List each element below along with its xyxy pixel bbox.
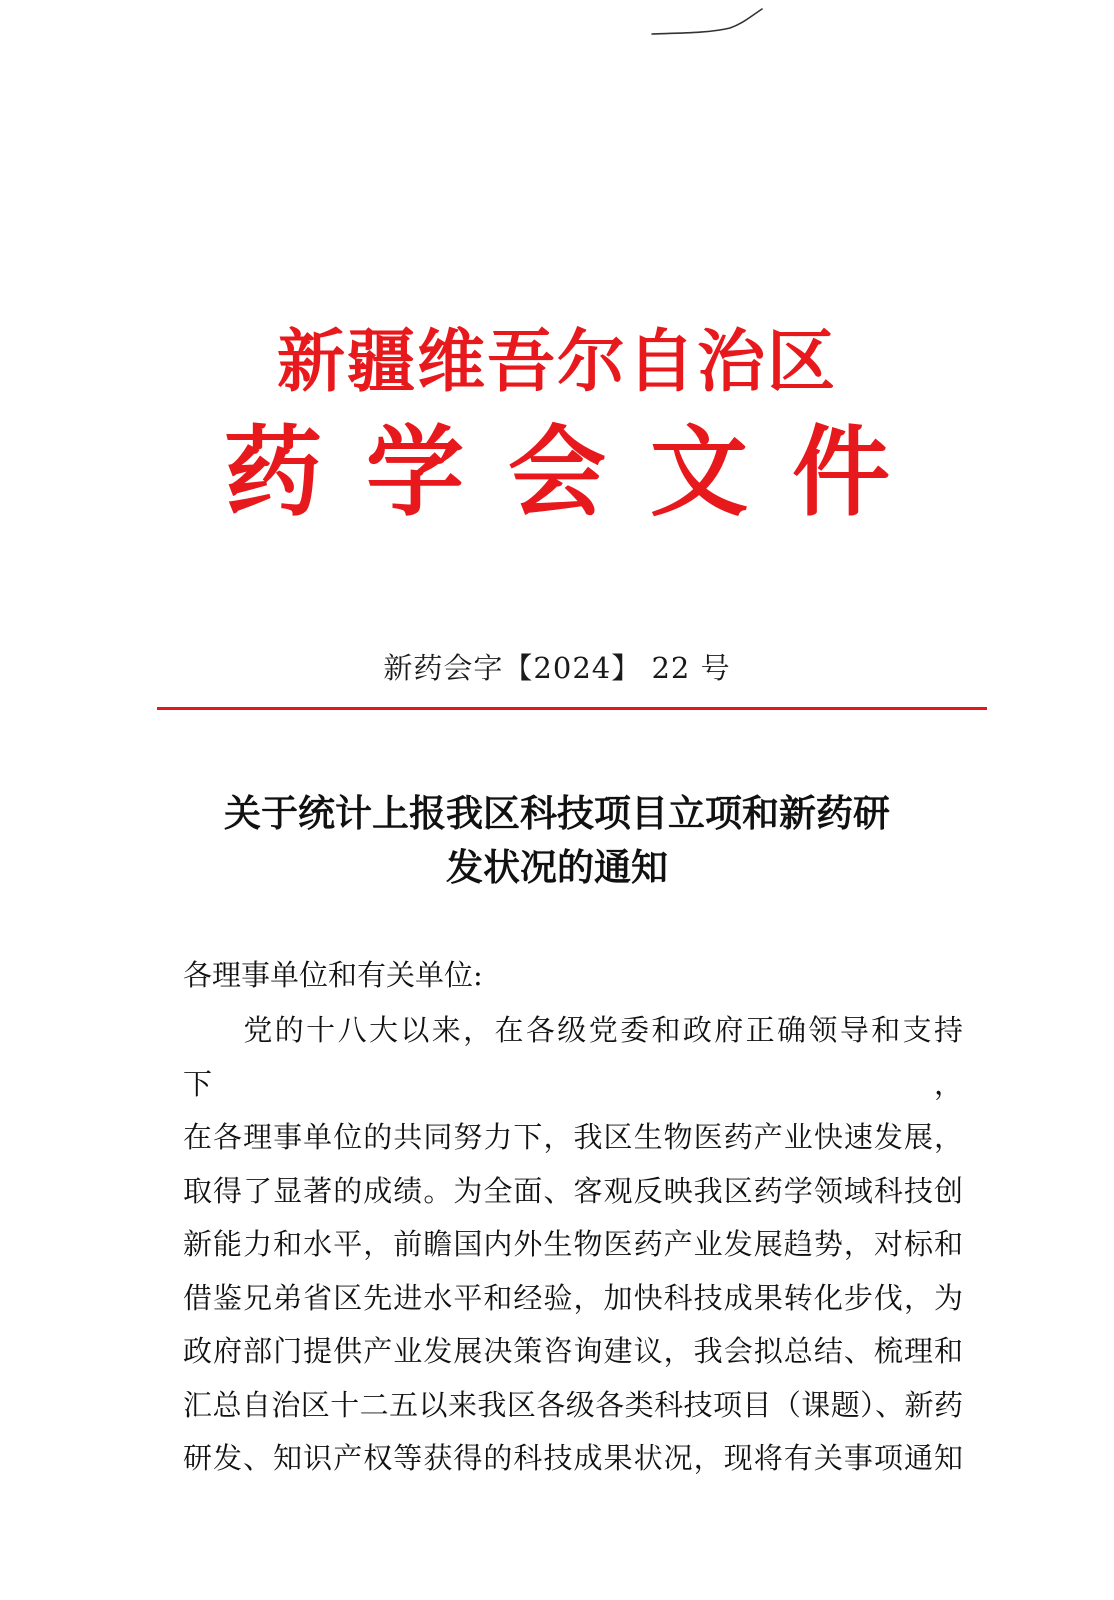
body-line: 政府部门提供产业发展决策咨询建议，我会拟总结、梳理和 (183, 1334, 963, 1368)
pen-scribble-mark (650, 0, 770, 45)
body-line: 汇总自治区十二五以来我区各级各类科技项目（课题）、新药 (183, 1387, 963, 1422)
body-line: 在各理事单位的共同努力下，我区生物医药产业快速发展， (183, 1120, 963, 1154)
notice-title (0, 786, 1114, 894)
body-line: 新能力和水平，前瞻国内外生物医药产业发展趋势，对标和 (183, 1227, 963, 1261)
issuing-organization: 新疆维吾尔自治区 (276, 322, 837, 402)
notice-title-line: 关于统计上报我区科技项目立项和新药研 (224, 791, 890, 835)
document-number: 新药会字【2024】 22 号 (383, 651, 731, 685)
body-line: 借鉴兄弟省区先进水平和经验，加快科技成果转化步伐，为 (183, 1280, 963, 1315)
body-line: 取得了显著的成绩。为全面、客观反映我区药学领域科技创 (183, 1173, 963, 1208)
body-paragraph (183, 1004, 963, 1486)
body-line: 研发、知识产权等获得的科技成果状况，现将有关事项通知 (183, 1441, 963, 1475)
red-divider-line (157, 707, 987, 710)
document-type-heading: 药学会文件 (223, 415, 934, 530)
salutation: 各理事单位和有关单位: (183, 958, 483, 992)
notice-title-line: 发状况的通知 (446, 845, 668, 889)
body-line: 党的十八大以来，在各级党委和政府正确领导和支持下， (183, 1013, 963, 1101)
